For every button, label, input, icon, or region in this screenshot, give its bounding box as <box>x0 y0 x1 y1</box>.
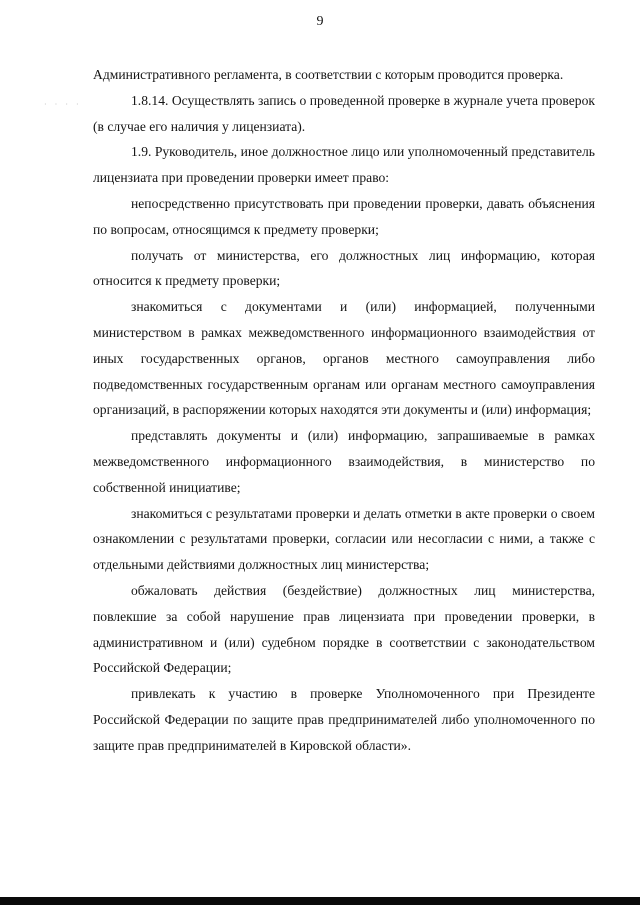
right-item-review-documents: знакомиться с документами и (или) информацией, полученными министерством в рамках межведомственного информационного взаимодействия от иных государственных органов, органов местного самоуправления либо подведомственных государственным органам или органам местного самоуправления организаций, в распоряжении которых находятся эти документы и (или) информация; <box>93 299 595 418</box>
right-item-review-results: знакомиться с результатами проверки и делать отметки в акте проверки о своем ознакомлении с результатами проверки, согласии или несогласии с ними, а также с отдельными действиями должностных лиц министерства; <box>93 505 595 573</box>
document-body <box>93 62 595 759</box>
right-item-submit-documents: представлять документы и (или) информацию, запрашиваемые в рамках межведомственного информационного взаимодействия, в министерство по собственной инициативе; <box>93 428 595 495</box>
right-item-receive-info: получать от министерства, его должностных лиц информацию, которая относится к предмету проверки; <box>93 247 595 289</box>
paragraph-1-9: 1.9. Руководитель, иное должностное лицо или уполномоченный представитель лицензиата при проведении проверки имеет право: <box>93 144 595 186</box>
right-item-involve-ombudsman: привлекать к участию в проверке Уполномоченного при Президенте Российской Федерации по защите прав предпринимателей либо уполномоченного по защите прав предпринимателей в Кировской области». <box>93 686 595 753</box>
right-item-presence: непосредственно присутствовать при проведении проверки, давать объяснения по вопросам, относящимся к предмету проверки; <box>93 195 595 237</box>
paragraph-continuation: Административного регламента, в соответствии с которым проводится проверка. <box>93 67 564 82</box>
scan-bottom-border <box>0 897 640 905</box>
paragraph-1-8-14: 1.8.14. Осуществлять запись о проведенной проверке в журнале учета проверок (в случае его наличия у лицензиата). <box>93 92 595 134</box>
scan-artifact-dots: · · · · <box>44 100 82 109</box>
page-number: 9 <box>316 14 324 29</box>
right-item-appeal: обжаловать действия (бездействие) должностных лиц министерства, повлекшие за собой нарушение прав лицензиата при проведении проверки, в административном и (или) судебном порядке в соответствии с законодательством Российской Федерации; <box>93 582 595 676</box>
